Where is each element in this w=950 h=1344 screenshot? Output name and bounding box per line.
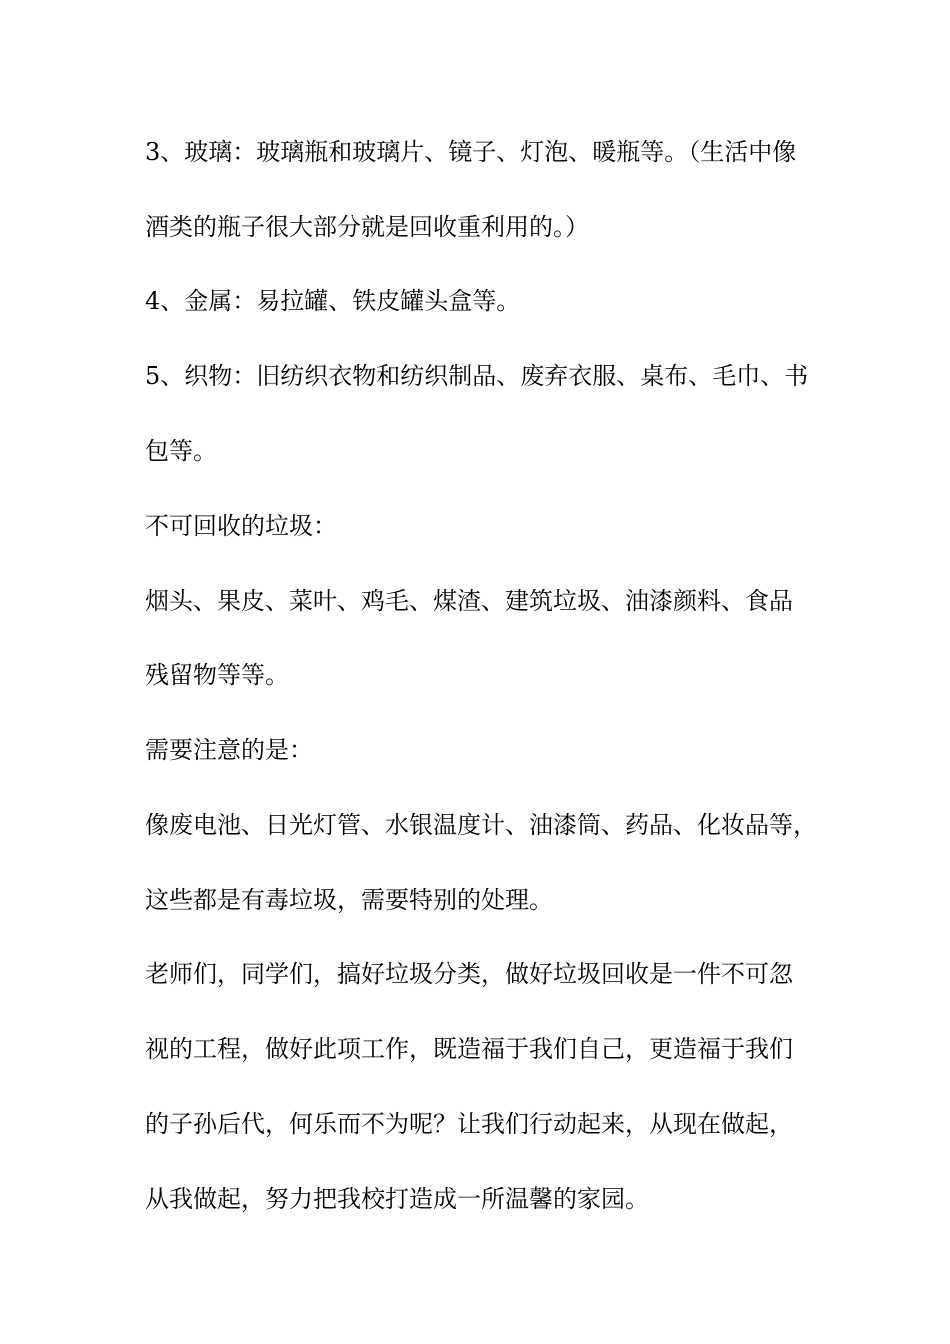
paragraph-line: 这些都是有毒垃圾，需要特别的处理。 <box>145 886 553 914</box>
paragraph-line: 5、织物：旧纺织衣物和纺织制品、废弃衣服、桌布、毛巾、书 <box>145 362 809 390</box>
paragraph-line: 从我做起，努力把我校打造成一所温馨的家园。 <box>145 1185 649 1213</box>
paragraph-line: 残留物等等。 <box>145 661 289 689</box>
section-heading: 需要注意的是： <box>145 736 313 764</box>
paragraph-line: 的子孙后代，何乐而不为呢？让我们行动起来，从现在做起， <box>145 1110 793 1138</box>
paragraph-line: 视的工程，做好此项工作，既造福于我们自己，更造福于我们 <box>145 1035 793 1063</box>
paragraph-line: 老师们，同学们，搞好垃圾分类，做好垃圾回收是一件不可忽 <box>145 960 793 988</box>
paragraph-line: 包等。 <box>145 437 217 465</box>
paragraph-line: 3、玻璃：玻璃瓶和玻璃片、镜子、灯泡、暖瓶等。（生活中像 <box>145 138 797 166</box>
section-heading: 不可回收的垃圾： <box>145 512 337 540</box>
paragraph-line: 4、金属：易拉罐、铁皮罐头盒等。 <box>145 287 521 315</box>
paragraph-line: 烟头、果皮、菜叶、鸡毛、煤渣、建筑垃圾、油漆颜料、食品 <box>145 587 793 615</box>
paragraph-line: 像废电池、日光灯管、水银温度计、油漆筒、药品、化妆品等， <box>145 811 817 839</box>
paragraph-line: 酒类的瓶子很大部分就是回收重利用的。） <box>145 213 589 241</box>
